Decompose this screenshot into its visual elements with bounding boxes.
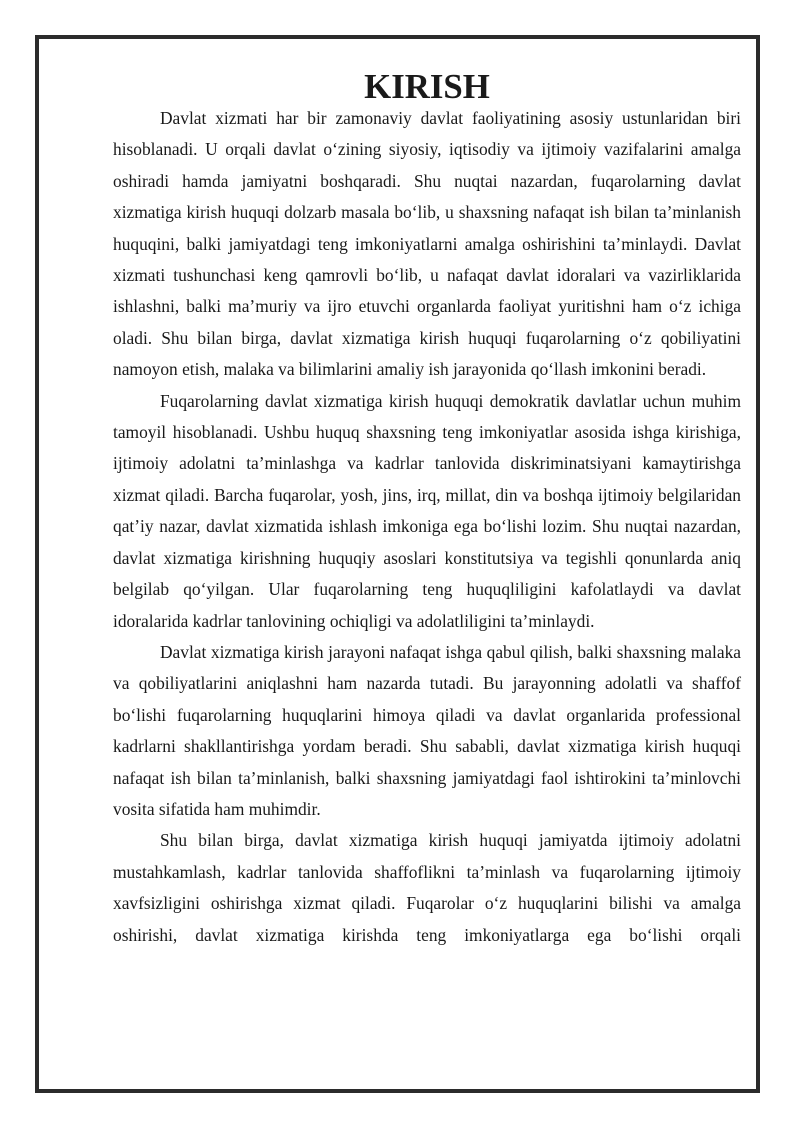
document-body [113,67,741,951]
paragraph-3: Davlat xizmatiga kirish jarayoni nafaqat ishga qabul qilish, balki shaxsning malaka va qobiliyatlarini aniqlashni ham nazarda tutadi. Bu jarayonning adolatli va shaffof bo‘lishi fuqarolarning huquqlarini himoya qiladi va davlat organlarida professional kadrlarni shakllantirishga yordam beradi. Shu sababli, davlat xizmatiga kirish huquqi nafaqat ish bilan ta’minlanish, balki shaxsning jamiyatdagi faol ishtirokini ta’minlovchi vosita sifatida ham muhimdir. [113,641,741,819]
document-title: KIRISH [364,67,490,106]
paragraph-2: Fuqarolarning davlat xizmatiga kirish huquqi demokratik davlatlar uchun muhim tamoyil hisoblanadi. Ushbu huquq shaxsning teng imkoniyatlar asosida ishga kirishiga, ijtimoiy adolatni ta’minlashga va kadrlar tanlovida diskriminatsiyani kamaytirishga xizmat qiladi. Barcha fuqarolar, yosh, jins, irq, millat, din va boshqa ijtimoiy belgilaridan qat’iy nazar, davlat xizmatida ishlash imkoniga ega bo‘lishi lozim. Shu nuqtai nazardan, davlat xizmatiga kirishning huquqiy asoslari konstitutsiya va tegishli qonunlarda aniq belgilab qo‘yilgan. Ular fuqarolarning teng huquqliligini kafolatlaydi va davlat idoralarida kadrlar tanlovining ochiqligi va adolatliligini ta’minlaydi. [113,390,741,631]
paragraph-4: Shu bilan birga, davlat xizmatiga kirish huquqi jamiyatda ijtimoiy adolatni mustahkamlash, kadrlar tanlovida shaffoflikni ta’minlash va fuqarolarning ijtimoiy xavfsizligini oshirishga xizmat qiladi. Fuqarolar o‘z huquqlarini bilishi va amalga oshirishi, davlat xizmatiga kirishda teng imkoniyatlarga ega bo‘lishi orqali [113,830,741,945]
paragraph-1: Davlat xizmati har bir zamonaviy davlat faoliyatining asosiy ustunlaridan biri hisoblanadi. U orqali davlat o‘zining siyosiy, iqtisodiy va ijtimoiy vazifalarini amalga oshiradi hamda jamiyatni boshqaradi. Shu nuqtai nazardan, fuqarolarning davlat xizmatiga kirish huquqi dolzarb masala bo‘lib, u shaxsning nafaqat ish bilan ta’minlanish huquqini, balki jamiyatdagi teng imkoniyatlarni amalga oshirishini ta’minlaydi. Davlat xizmati tushunchasi keng qamrovli bo‘lib, u nafaqat davlat idoralari va vazirliklarida ishlashni, balki ma’muriy va ijro etuvchi organlarda faoliyat yuritishni ham o‘z ichiga oladi. Shu bilan birga, davlat xizmatiga kirish huquqi fuqarolarning o‘z qobiliyatini namoyon etish, malaka va bilimlarini amaliy ish jarayonida qo‘llash imkonini beradi. [113,108,741,380]
